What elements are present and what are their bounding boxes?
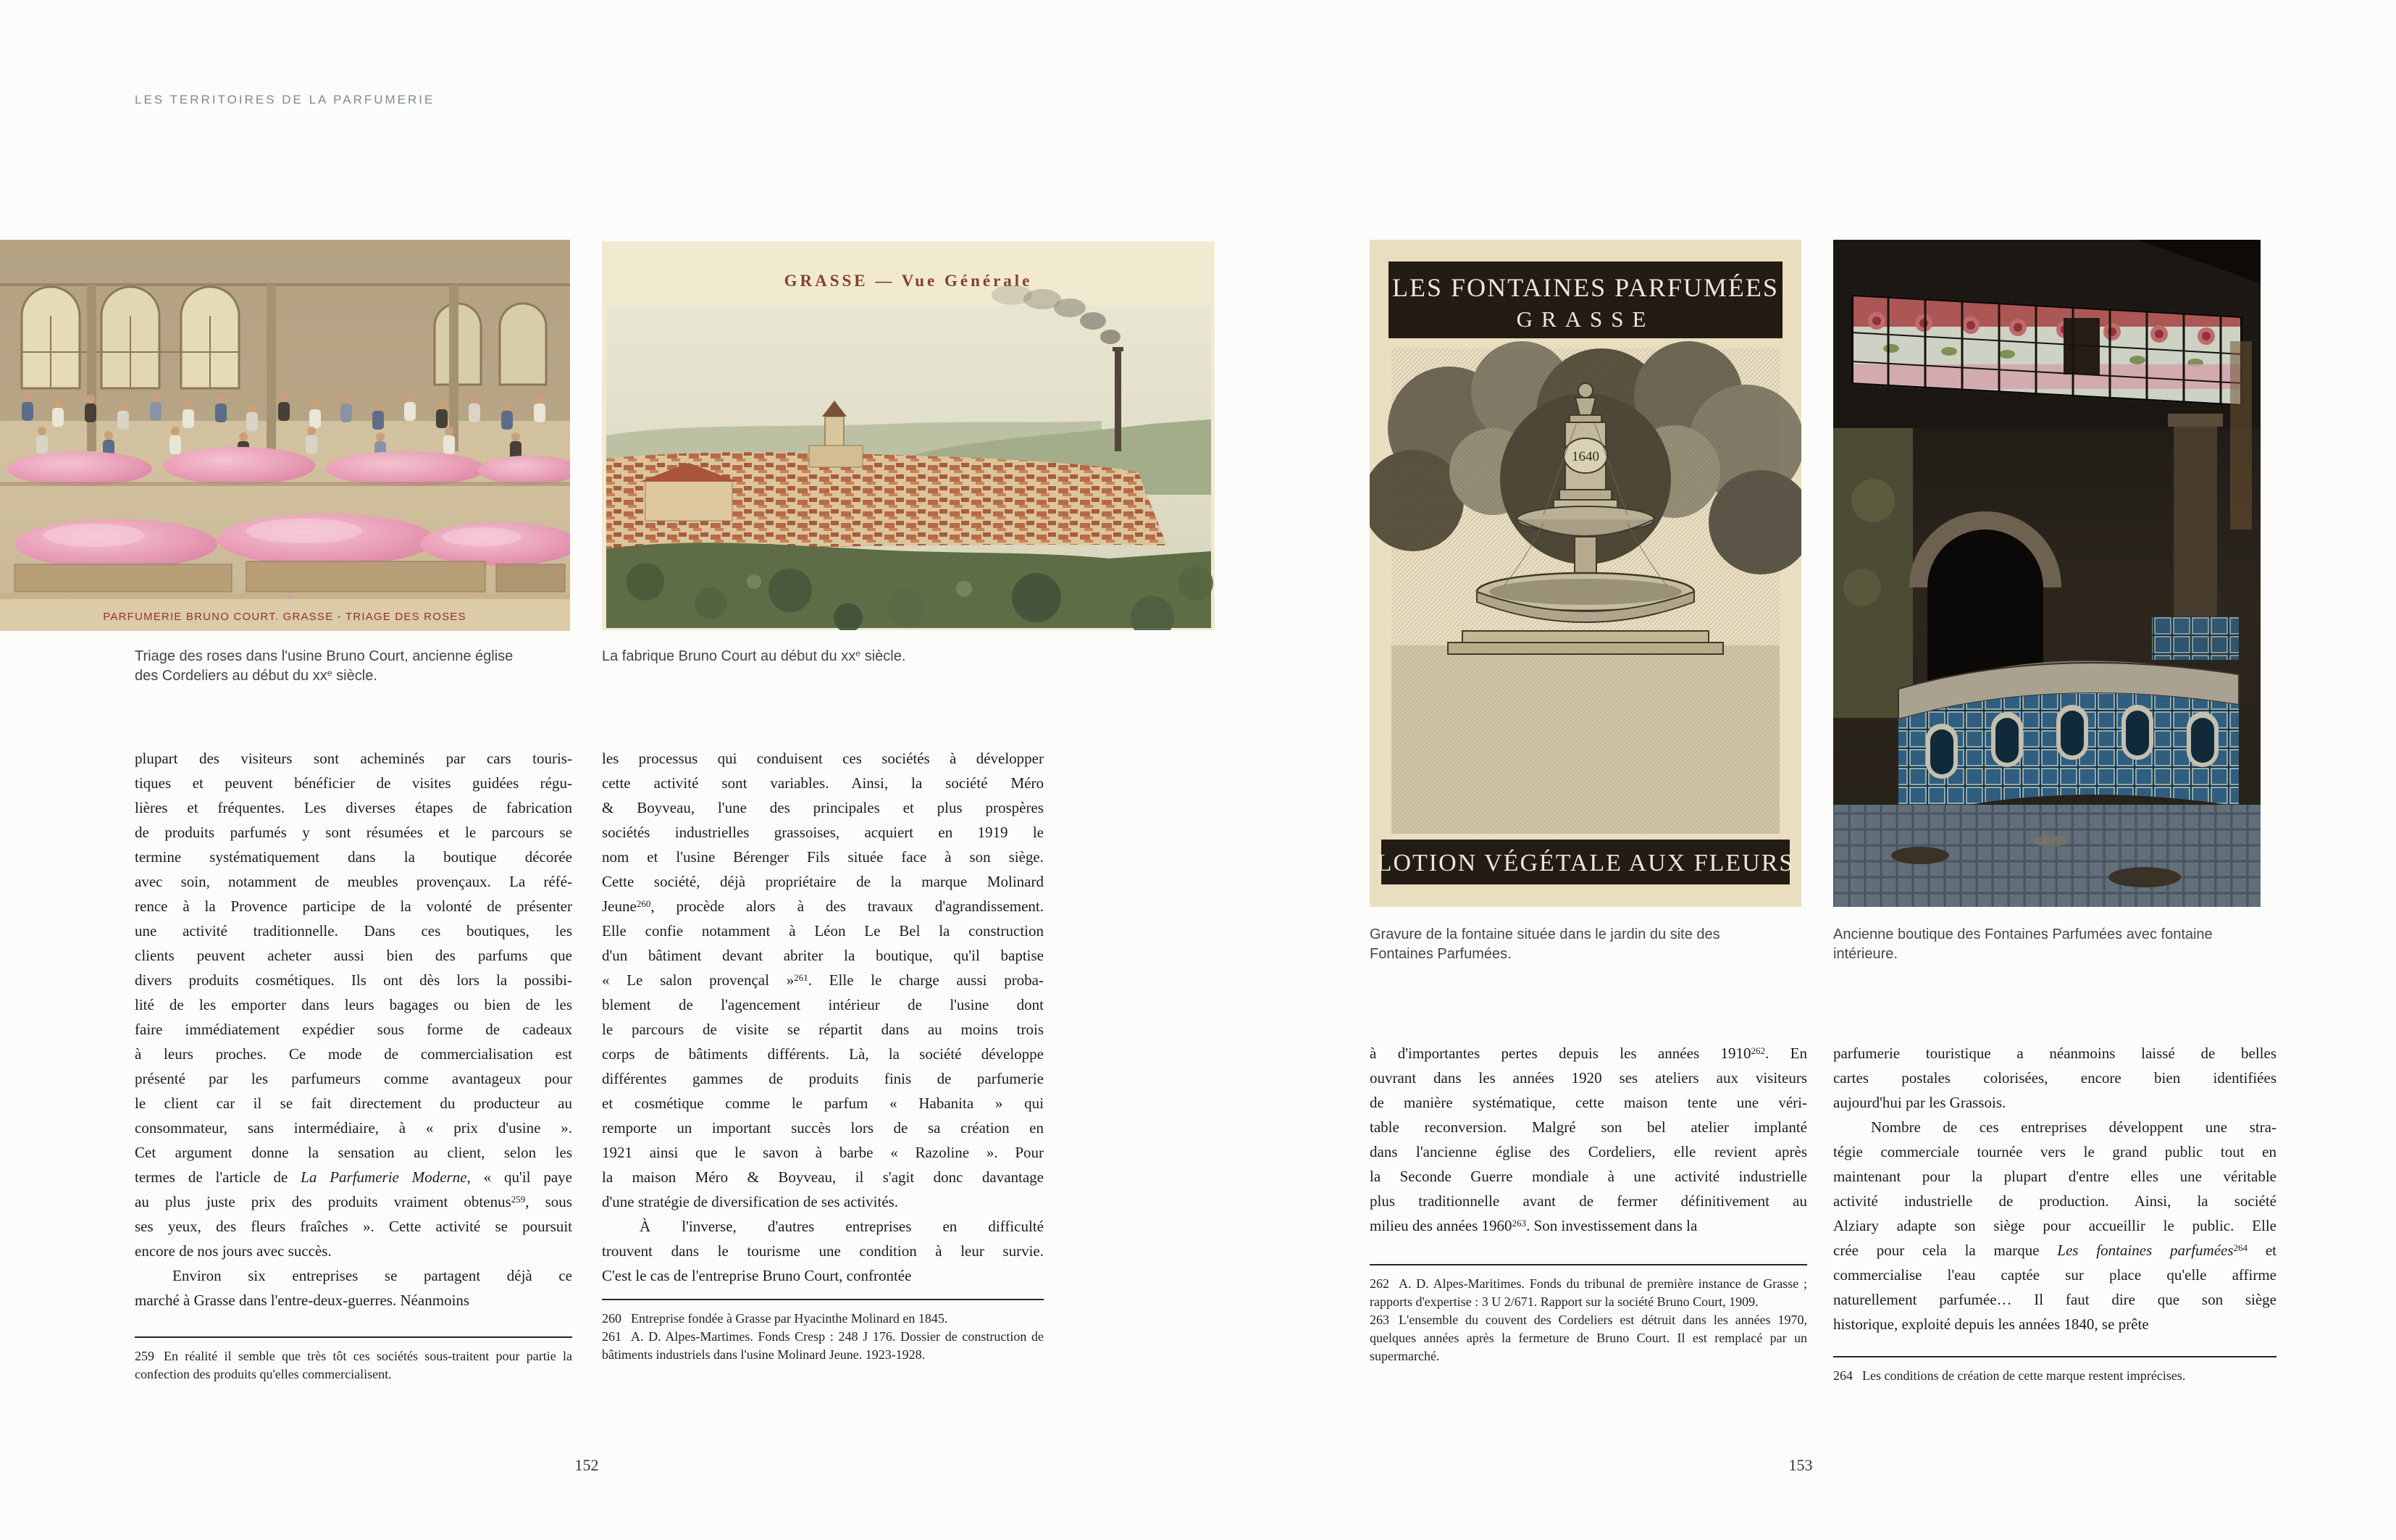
paragraph xyxy=(1370,1041,1807,1238)
paragraph xyxy=(1833,1115,2276,1336)
text-line: d'un bâtiment devant abriter la boutique, qu'il baptise xyxy=(602,947,1044,964)
text-line: dans l'ancienne église des Cordeliers, elle revient après xyxy=(1370,1143,1807,1160)
text-line: aujourd'hui par les Grassois. xyxy=(1833,1094,2006,1111)
photo-grasse-view xyxy=(602,241,1215,630)
footnote-block-left-1 xyxy=(135,1336,572,1384)
text-line: de produits parfumés y sont résumées et le parcours se xyxy=(135,824,572,841)
text-line: 1921 ainsi que le savon à barbe « Razoline ». Pour xyxy=(602,1144,1044,1161)
caption-grasse-view: La fabrique Bruno Court au début du $xx^e$ siècle. xyxy=(602,648,906,664)
caption-fountain-engraving: Gravure de la fontaine située dans le jardin du site des Fontaines Parfumées. xyxy=(1370,926,1720,962)
footnote-block-left-2 xyxy=(602,1299,1044,1364)
text-line: clients peuvent acheter aussi bien des parfums que xyxy=(135,947,572,964)
text-line: marché à Grasse dans l'entre-deux-guerres. Néanmoins xyxy=(135,1292,470,1309)
footnote-rule xyxy=(1370,1264,1807,1265)
text-line: et cosmétique comme le parfum « Habanita » qui xyxy=(602,1095,1044,1112)
text-line: rence à la Provence participe de la volonté de présenter xyxy=(135,897,572,915)
text-line: divers produits cosmétiques. Ils ont dès lors la possibi- xyxy=(135,971,572,989)
text-line: Jeune$^{260}$, procède alors à des travaux d'agrandissement. xyxy=(602,897,1044,915)
text-line: Cette société, déjà propriétaire de la marque Molinard xyxy=(602,873,1044,890)
footnote: 260 Entreprise fondée à Grasse par Hyacinthe Molinard en 1845. xyxy=(602,1311,948,1326)
plate-inset-caption: PARFUMERIE BRUNO COURT. GRASSE - TRIAGE DES ROSES xyxy=(103,611,466,623)
grasse-view-illustration xyxy=(602,241,1215,630)
text-line: faire immédiatement expédier sous forme de cadeaux xyxy=(135,1021,572,1038)
text-line: avec soin, notamment de meubles provençaux. La réfé- xyxy=(135,873,572,890)
text-line: lité de les emporter dans leurs bagages ou bien de les xyxy=(135,996,572,1013)
text-line: À l'inverse, d'autres entreprises en difficulté xyxy=(640,1218,1044,1235)
banner-title-line2: GRASSE xyxy=(1516,306,1655,332)
text-line: la maison Méro & Boyveau, il s'agit donc davantage xyxy=(602,1168,1044,1186)
text-line: d'une stratégie de diversification de ses activités. xyxy=(602,1193,899,1210)
text-column-left-2 xyxy=(602,746,1044,1288)
text-line: lières et fréquentes. Les diverses étapes de fabrication xyxy=(135,799,572,816)
footnote-block-right-2 xyxy=(1833,1356,2276,1385)
text-line: Nombre de ces entreprises développent une stra- xyxy=(1871,1118,2276,1136)
text-line: milieu des années 1960$^{263}$. Son investissement dans la xyxy=(1370,1217,1698,1234)
text-line: activité industrielle de production. Ainsi, la société xyxy=(1833,1192,2276,1210)
footnote: 264 Les conditions de création de cette marque restent imprécises. xyxy=(1833,1368,2186,1383)
plate-inset-title: GRASSE — Vue Générale xyxy=(784,272,1033,290)
text-line: ses yeux, des fleurs fraîches ». Cette activité se poursuit xyxy=(135,1218,572,1235)
text-line: le client car il se fait directement du producteur au xyxy=(135,1095,572,1112)
paragraph xyxy=(135,1263,572,1313)
text-line: au plus juste prix des produits vraiment obtenus$^{259}$, sous xyxy=(135,1193,572,1210)
text-line: à d'importantes pertes depuis les années 1910$^{262}$. En xyxy=(1370,1045,1807,1062)
text-line: blement de l'agencement intérieur de l'usine dont xyxy=(602,996,1044,1013)
pillar xyxy=(2174,427,2217,637)
text-line: commercialise l'eau captée sur place qu'elle affirme xyxy=(1833,1266,2276,1284)
footnote-rule xyxy=(1833,1356,2276,1357)
text-line: historique, exploité depuis les années 1840, se prête xyxy=(1833,1315,2149,1333)
footnote-block-right-1 xyxy=(1370,1264,1807,1365)
text-line: tégie commerciale tournée vers le grand public tout en xyxy=(1833,1143,2276,1160)
paragraph xyxy=(602,746,1044,1214)
text-line: la Seconde Guerre mondiale à une activité industrielle xyxy=(1370,1168,1807,1185)
fountain-engraving-illustration xyxy=(1370,240,1801,907)
text-line: différentes gammes de produits finis de parfumerie xyxy=(602,1070,1044,1087)
text-line: trouvent dans le tourisme une condition à leur survie. xyxy=(602,1242,1044,1260)
text-line: Alziary adapte son siège pour accueillir le public. Elle xyxy=(1833,1217,2276,1234)
fountain-date: 1640 xyxy=(1572,449,1599,464)
text-line: corps de bâtiments différents. Là, la société développe xyxy=(602,1045,1044,1063)
text-line: termine systématiquement dans la boutique décorée xyxy=(135,848,572,866)
footnote: 261 A. D. Alpes-Martimes. Fonds Cresp : 248 J 176. Dossier de construction de bâtiments industriels dans l'usine Molinard Jeune. 1923-1928. xyxy=(602,1329,1044,1362)
page-number-left: 152 xyxy=(574,1456,599,1474)
caption-boutique: Ancienne boutique des Fontaines Parfumées avec fontaine intérieure. xyxy=(1833,926,2213,962)
footnote-rule xyxy=(602,1299,1044,1300)
text-line: & Boyveau, l'une des principales et plus prospères xyxy=(602,799,1044,816)
text-column-left-1 xyxy=(135,746,572,1313)
text-line: maintenant pour la plupart d'entre elles une véritable xyxy=(1833,1168,2276,1185)
text-column-right-2 xyxy=(1833,1041,2276,1336)
text-line: Elle confie notamment à Léon Le Bel la construction xyxy=(602,922,1044,940)
text-line: sociétés industrielles grassoises, acquiert en 1919 le xyxy=(602,824,1044,841)
text-line: plupart des visiteurs sont acheminés par cars touris- xyxy=(135,750,572,767)
running-header: LES TERRITOIRES DE LA PARFUMERIE xyxy=(135,93,435,106)
text-line: C'est le cas de l'entreprise Bruno Court, confrontée xyxy=(602,1267,912,1284)
paragraph xyxy=(1833,1041,2276,1115)
text-line: une activité traditionnelle. Dans ces boutiques, les xyxy=(135,922,572,940)
panorama xyxy=(606,285,1213,630)
text-line: cette activité sont variables. Ainsi, la société Méro xyxy=(602,774,1044,792)
footnote: 259 En réalité il semble que très tôt ces sociétés sous-traitent pour partie la confection des produits qu'elles commercialisent. xyxy=(135,1349,572,1381)
rose-sorting-illustration xyxy=(0,240,570,631)
paragraph xyxy=(602,1214,1044,1288)
text-line: les processus qui conduisent ces sociétés à développer xyxy=(602,750,1044,767)
text-line: de manière systématique, cette maison tente une véri- xyxy=(1370,1094,1807,1111)
photo-boutique-interior xyxy=(1833,240,2261,907)
page-number-right: 153 xyxy=(1788,1456,1813,1474)
footnote: 263 L'ensemble du couvent des Cordeliers est détruit dans les années 1970, quelques années après la fermeture de Bruno Court. Il est remplacé par un supermarché. xyxy=(1370,1313,1807,1363)
paragraph xyxy=(135,746,572,1263)
text-line: « Le salon provençal »$^{261}$. Elle le charge aussi proba- xyxy=(602,971,1044,989)
text-line: table reconversion. Malgré son bel atelier implanté xyxy=(1370,1118,1807,1136)
footnote: 262 A. D. Alpes-Maritimes. Fonds du tribunal de première instance de Grasse ; rapports d'expertise : 3 U 2/671. Rapport sur la société Bruno Court, 1909. xyxy=(1370,1276,1807,1309)
text-line: parfumerie touristique a néanmoins laissé de belles xyxy=(1833,1045,2276,1062)
text-line: nom et l'usine Bérenger Fils située face à son siège. xyxy=(602,848,1044,866)
factory-chimney xyxy=(1115,350,1121,451)
text-line: naturellement parfumée… Il faut dire que son siège xyxy=(1833,1291,2276,1308)
footnote-rule xyxy=(135,1336,572,1338)
text-line: tiques et peuvent bénéficier de visites guidées régu- xyxy=(135,774,572,792)
text-line: le parcours de visite se répartit dans au moins trois xyxy=(602,1021,1044,1038)
engraving-fountain xyxy=(1370,240,1801,907)
text-line: cartes postales colorisées, encore bien identifiées xyxy=(1833,1069,2276,1087)
text-line: Environ six entreprises se partagent déjà ce xyxy=(172,1267,572,1284)
text-column-right-1 xyxy=(1370,1041,1807,1238)
text-line: plus traditionnelle avant de fermer définitivement au xyxy=(1370,1192,1807,1210)
text-line: remporte un important succès lors de sa création en xyxy=(602,1119,1044,1137)
text-line: Cet argument donne la sensation au client, selon les xyxy=(135,1144,572,1161)
text-line: termes de l'article de La Parfumerie Moderne, « qu'il paye xyxy=(135,1168,572,1186)
photo-rose-sorting xyxy=(0,240,570,631)
text-line: présenté par les parfumeurs comme avantageux pour xyxy=(135,1070,572,1087)
tables xyxy=(14,561,565,592)
text-line: ouvrant dans les années 1920 ses ateliers aux visiteurs xyxy=(1370,1069,1807,1087)
boutique-illustration xyxy=(1833,240,2261,907)
banner-bottom-text: LOTION VÉGÉTALE AUX FLEURS xyxy=(1376,850,1795,876)
text-line: consommateur, sans intermédiaire, à « prix d'usine ». xyxy=(135,1119,572,1137)
caption-rose-sorting: Triage des roses dans l'usine Bruno Court, ancienne église des Cordeliers au début du $xx^e$ siècle. xyxy=(135,648,514,684)
text-line: à leurs proches. Ce mode de commercialisation est xyxy=(135,1045,572,1063)
text-line: encore de nos jours avec succès. xyxy=(135,1242,332,1260)
text-line: crée pour cela la marque Les fontaines parfumées$^{264}$ et xyxy=(1833,1242,2277,1259)
banner-title-line1: LES FONTAINES PARFUMÉES xyxy=(1392,273,1779,302)
